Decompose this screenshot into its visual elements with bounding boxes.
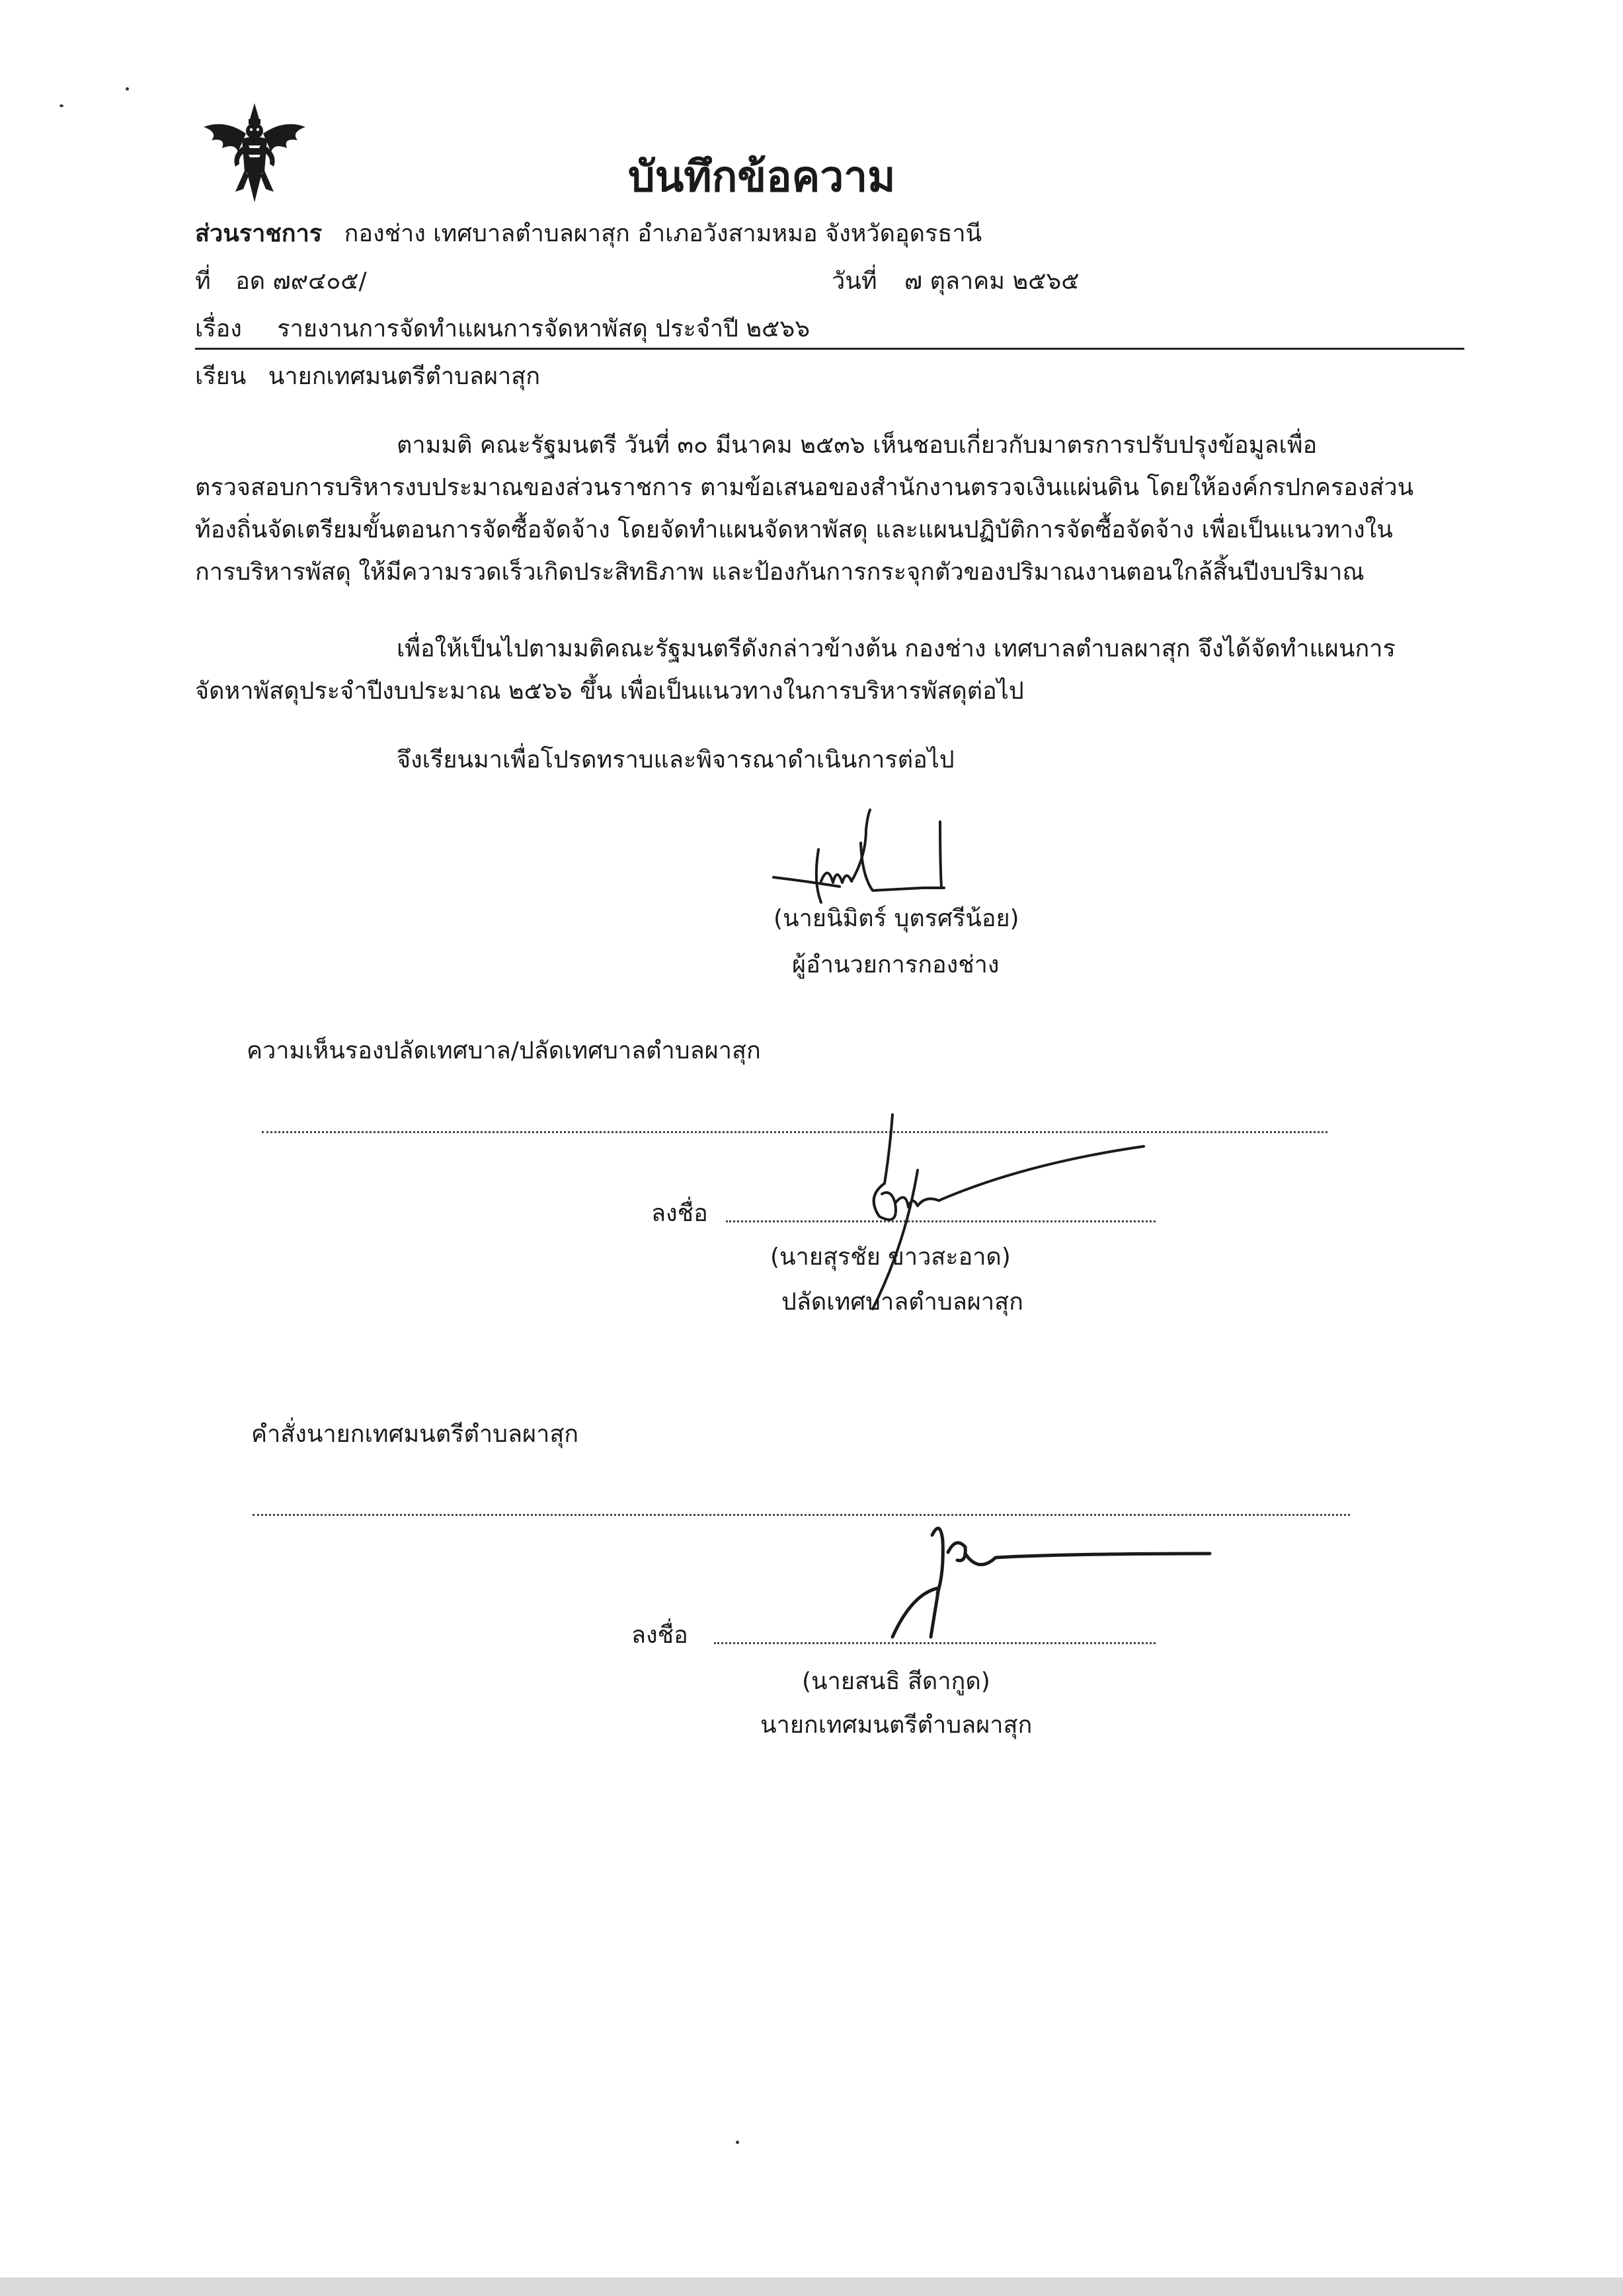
ref-row: [195, 266, 367, 297]
header-divider: [195, 348, 1464, 350]
deputy-name: (นายสุรชัย ขาวสะอาด): [770, 1244, 1011, 1271]
signature-3: [866, 1514, 1236, 1646]
ref-value: อด ๗๙๔๐๕/: [235, 268, 367, 295]
garuda-emblem-icon: [198, 99, 311, 205]
mayor-sign-label: ลงชื่อ: [631, 1622, 688, 1649]
date-value: ๗ ตุลาคม ๒๕๖๕: [904, 268, 1080, 295]
para1-line3: ท้องถิ่นจัดเตรียมขั้นตอนการจัดซื้อจัดจ้าง โดยจัดทำแผนจัดหาพัสดุ และแผนปฏิบัติการจัดซื้อจัดจ้าง เพื่อเป็นแนวทางใน: [195, 516, 1393, 543]
signer1-position: ผู้อำนวยการกองช่าง: [792, 951, 1000, 978]
agency-value: กองช่าง เทศบาลตำบลผาสุก อำเภอวังสามหมอ จังหวัดอุดรธานี: [344, 220, 982, 247]
para2-line1: เพื่อให้เป็นไปตามมติคณะรัฐมนตรีดังกล่าวข้างต้น กองช่าง เทศบาลตำบลผาสุก จึงได้จัดทำแผนการ: [397, 635, 1396, 662]
para2-line2: จัดหาพัสดุประจำปีงบประมาณ ๒๕๖๖ ขึ้น เพื่อเป็นแนวทางในการบริหารพัสดุต่อไป: [195, 678, 1024, 705]
scan-speck: [736, 2141, 739, 2144]
mayor-name: (นายสนธิ สีดากูด): [802, 1668, 990, 1695]
salutation-value: นายกเทศมนตรีตำบลผาสุก: [268, 363, 541, 390]
ref-label: ที่: [195, 268, 211, 295]
signature-2: [853, 1111, 1170, 1316]
scan-speck: [59, 104, 63, 107]
date-row: [832, 266, 1080, 297]
para1-line2: ตรวจสอบการบริหารงบประมาณของส่วนราชการ ตามข้อเสนอของสำนักงานตรวจเงินแผ่นดิน โดยให้องค์กรปกครองส่วน: [195, 474, 1414, 501]
subject-value: รายงานการจัดทำแผนการจัดหาพัสดุ ประจำปี ๒๕๖๖: [277, 315, 811, 342]
para1-line1: ตามมติ คณะรัฐมนตรี วันที่ ๓๐ มีนาคม ๒๕๓๖ เห็นชอบเกี่ยวกับมาตรการปรับปรุงข้อมูลเพื่อ: [397, 432, 1318, 459]
signer1-name: (นายนิมิตร์ บุตรศรีน้อย): [773, 905, 1019, 932]
scan-speck: [126, 87, 129, 91]
deputy-sign-label: ลงชื่อ: [651, 1200, 708, 1227]
agency-label: ส่วนราชการ: [195, 220, 323, 247]
mayor-sign-dotted-line: [714, 1642, 1156, 1644]
agency-row: [195, 218, 982, 250]
memo-title: บันทึกข้อความ: [628, 153, 896, 202]
subject-row: [195, 313, 810, 345]
closing-line: จึงเรียนมาเพื่อโปรดทราบและพิจารณาดำเนินการต่อไป: [397, 746, 955, 773]
date-label: วันที่: [832, 268, 877, 295]
mayor-position: นายกเทศมนตรีตำบลผาสุก: [760, 1712, 1033, 1739]
scan-bottom-edge: [0, 2277, 1623, 2296]
deputy-position: ปลัดเทศบาลตำบลผาสุก: [781, 1288, 1023, 1316]
salutation-row: [195, 361, 540, 393]
subject-label: เรื่อง: [195, 315, 242, 342]
salutation-label: เรียน: [195, 363, 247, 390]
mayor-order-heading: คำสั่งนายกเทศมนตรีตำบลผาสุก: [251, 1421, 579, 1448]
deputy-opinion-heading: ความเห็นรองปลัดเทศบาล/ปลัดเทศบาลตำบลผาสุก: [247, 1037, 761, 1064]
para1-line4: การบริหารพัสดุ ให้มีความรวดเร็วเกิดประสิทธิภาพ และป้องกันการกระจุกตัวของปริมาณงานตอนใกล้สิ้นปีงบปริมาณ: [195, 559, 1365, 586]
